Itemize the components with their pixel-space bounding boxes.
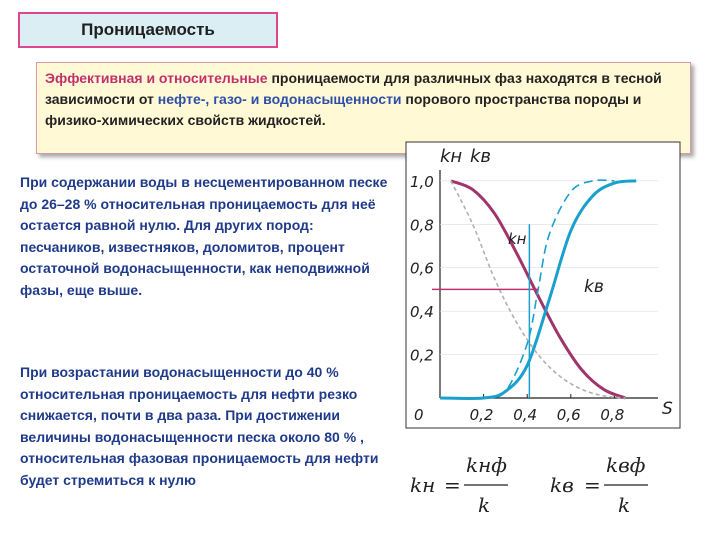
formula-kn-numerator: kнф xyxy=(466,453,507,477)
definition-part-4: порового пространства породы и физико-химических свойств жидкостей. xyxy=(45,91,642,128)
chart-header-kn: kн xyxy=(440,146,463,167)
y-tick-label: 0,8 xyxy=(410,216,434,235)
permeability-chart xyxy=(400,140,682,430)
formula-kn-eq: = xyxy=(444,473,461,497)
chart-header-kv: kв xyxy=(470,146,492,167)
curve-label-kv: kв xyxy=(584,277,604,297)
paragraph-water-content: При содержании воды в несцементированном песке до 26–28 % относительная проницаемость для неё остается равной нулю. Для других пород: песчаников, известняков, доломитов, процент остаточной водонасыщенности, как неподвижной фазы, еще выше. xyxy=(20,174,388,298)
formula-kn xyxy=(410,448,540,528)
y-tick-label: 1,0 xyxy=(410,172,434,191)
formula-kn-denominator: k xyxy=(478,493,491,517)
formula-kn-lhs: kн xyxy=(410,473,436,497)
x-tick-label: 0,4 xyxy=(513,406,538,424)
x-tick-label: 0,8 xyxy=(600,406,625,424)
page-title-text: Проницаемость xyxy=(81,20,215,39)
formula-kv xyxy=(550,448,680,528)
curve-label-kn: kн xyxy=(508,230,527,248)
x-tick-label: 0,2 xyxy=(469,406,494,424)
definition-part-3: нефте-, газо- и водонасыщенности xyxy=(157,91,402,107)
formula-kv-numerator: kвф xyxy=(606,453,646,477)
formula-kv-lhs: kв xyxy=(550,473,574,497)
formula-kv-denominator: k xyxy=(618,493,631,517)
definition-part-1: Эффективная и относительные xyxy=(45,70,268,86)
y-tick-label: 0,4 xyxy=(410,303,434,322)
paragraph-saturation-growth: При возрастании водонасыщенности до 40 % относительная проницаемость для нефти резко снижается, почти в два раза. При достижении величины водонасыщенности песка около 80 % , относительная фазовая проницаемость для нефти будет стремиться к нулю xyxy=(20,364,379,488)
chart-frame xyxy=(406,142,680,428)
y-tick-label: 0,2 xyxy=(410,346,434,365)
definition-part-2: проницаемости для различных фаз находятся в тесной зависимости от xyxy=(45,70,662,107)
x-tick-label: 0,6 xyxy=(556,406,581,424)
x-tick-label: 0 xyxy=(414,406,424,424)
formula-kv-eq: = xyxy=(584,473,601,497)
x-axis-label: S xyxy=(662,399,673,419)
y-tick-label: 0,6 xyxy=(410,259,434,278)
page-title xyxy=(18,12,278,48)
